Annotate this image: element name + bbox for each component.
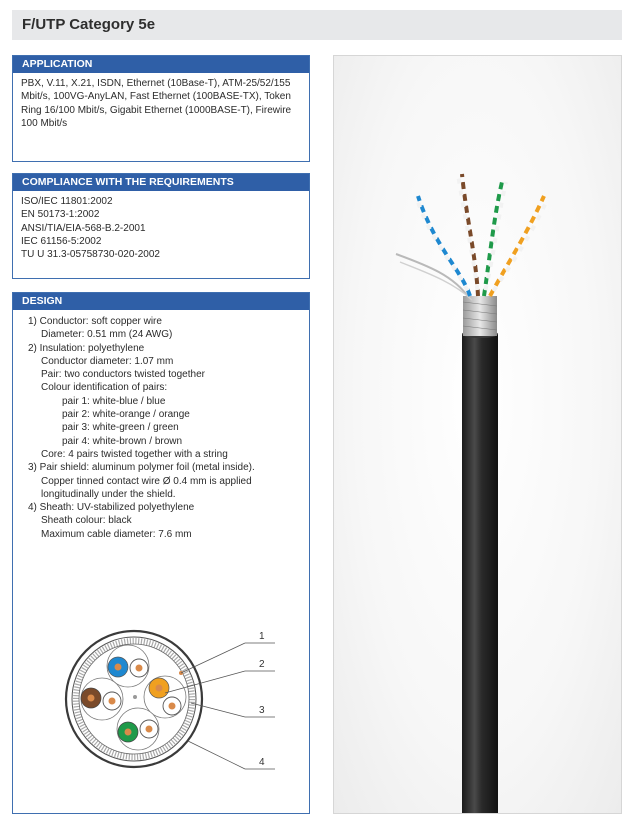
design-heading: DESIGN	[13, 293, 309, 310]
design-line: Maximum cable diameter: 7.6 mm	[41, 528, 192, 540]
design-line: 2) Insulation: polyethylene	[28, 342, 145, 354]
standard-item: TU U 31.3-05758730-020-2002	[21, 249, 160, 261]
design-line: Sheath colour: black	[41, 515, 132, 527]
black-sheath	[462, 334, 498, 814]
application-line: 100 Mbit/s	[21, 117, 68, 129]
copper-core	[156, 685, 163, 692]
string-filler	[133, 695, 137, 699]
design-line: pair 2: white-orange / orange	[62, 409, 190, 421]
design-line: Colour identification of pairs:	[41, 382, 168, 394]
standard-item: ISO/IEC 11801:2002	[21, 196, 113, 207]
copper-core	[125, 729, 132, 736]
callout-label-2: 2	[259, 659, 265, 670]
design-line: 1) Conductor: soft copper wire	[28, 316, 162, 327]
foil-shield	[463, 296, 497, 336]
design-list	[13, 310, 309, 541]
application-section	[12, 55, 310, 162]
copper-core	[169, 703, 176, 710]
design-line: Core: 4 pairs twisted together with a string	[41, 448, 228, 460]
callout-label-1: 1	[259, 631, 265, 642]
callout-label-4: 4	[259, 757, 265, 768]
copper-core	[109, 698, 116, 705]
copper-core	[136, 665, 143, 672]
design-line: Pair: two conductors twisted together	[41, 369, 205, 381]
application-line: Ring 16/100 Mbit/s, Gigabit Ethernet (1000BASE-T), Firewire	[21, 104, 292, 116]
compliance-section	[12, 173, 310, 279]
design-line: Conductor diameter: 1.07 mm	[41, 355, 174, 367]
copper-core	[146, 726, 153, 733]
copper-core	[88, 695, 95, 702]
standard-item: EN 50173-1:2002	[21, 209, 100, 221]
design-line: longitudinally under the shield.	[41, 488, 176, 500]
callout-line-4	[188, 741, 245, 769]
standard-item: IEC 61156-5:2002	[21, 235, 102, 247]
application-text	[13, 73, 309, 136]
page-title: F/UTP Category 5e	[12, 10, 622, 40]
callout-line-1	[181, 643, 245, 673]
application-line: PBX, V.11, X.21, ISDN, Ethernet (10Base-T), ATM-25/52/155	[21, 78, 291, 89]
compliance-heading: COMPLIANCE WITH THE REQUIREMENTS	[13, 174, 309, 191]
application-heading: APPLICATION	[13, 56, 309, 73]
design-section	[12, 292, 310, 814]
standard-item: ANSI/TIA/EIA-568-B.2-2001	[21, 222, 146, 234]
cable-photo	[333, 55, 622, 814]
cable-cross-section-diagram	[13, 611, 309, 781]
design-line: 4) Sheath: UV-stabilized polyethylene	[28, 502, 195, 514]
design-line: Diameter: 0.51 mm (24 AWG)	[41, 329, 173, 341]
copper-core	[115, 664, 122, 671]
design-line: pair 3: white-green / green	[62, 422, 179, 434]
design-line: 3) Pair shield: aluminum polymer foil (metal inside).	[28, 462, 255, 474]
design-line: Copper tinned contact wire Ø 0.4 mm is applied	[41, 475, 252, 487]
compliance-list	[13, 191, 309, 267]
design-line: pair 1: white-blue / blue	[62, 395, 166, 407]
design-line: pair 4: white-brown / brown	[62, 435, 183, 447]
callout-label-3: 3	[259, 705, 265, 716]
application-line: Mbit/s, 100VG-AnyLAN, Fast Ethernet (100BASE-TX), Token	[21, 91, 291, 103]
